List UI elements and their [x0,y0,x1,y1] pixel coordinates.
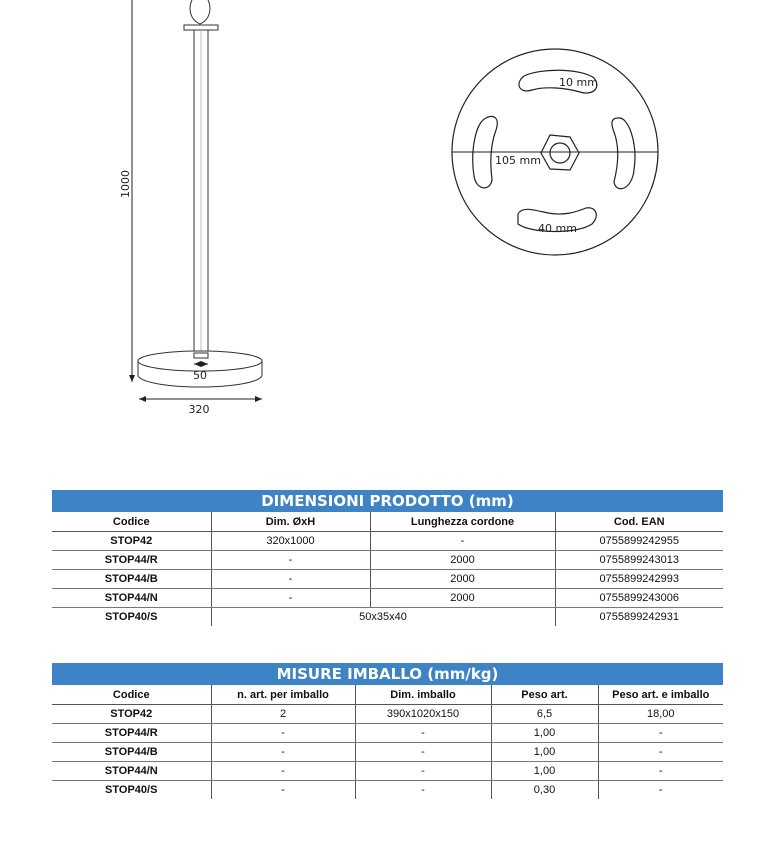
table-cell: STOP44/N [52,762,211,781]
table-row [52,532,723,551]
table-cell: 0755899242955 [555,532,723,551]
height-dimension [119,0,132,382]
table-cell: STOP42 [52,705,211,724]
table-row [52,551,723,570]
table-cell: - [598,743,723,762]
table-cell: - [211,762,355,781]
table-cell: - [355,781,491,800]
table-cell: - [211,570,370,589]
table-row [52,724,723,743]
table-cell: 18,00 [598,705,723,724]
table-cell: STOP42 [52,532,211,551]
table-cell: 390x1020x150 [355,705,491,724]
table-row [52,762,723,781]
table-cell: 0755899242931 [555,608,723,627]
table-row [52,705,723,724]
table-cell: - [370,532,555,551]
table-cell: 0755899242993 [555,570,723,589]
table-cell: STOP44/B [52,743,211,762]
table-cell: 320x1000 [211,532,370,551]
table-cell: - [598,781,723,800]
table-cell: STOP44/R [52,551,211,570]
table-row [52,589,723,608]
center-label: 105 mm [495,154,541,167]
table-cell: STOP40/S [105,784,158,796]
table-cell: - [211,781,355,800]
table-cell: 1,00 [491,762,598,781]
table-row [52,570,723,589]
table-cell: - [355,724,491,743]
table-cell: 0755899243013 [555,551,723,570]
table-cell: STOP44/N [52,589,211,608]
table-row [52,743,723,762]
table-cell: 0,30 [491,781,598,800]
table1-header-row [52,512,723,532]
table-cell: - [211,551,370,570]
table1-col-ean: Cod. EAN [555,512,723,532]
table-cell: 6,5 [491,705,598,724]
table1-col-code: Codice [52,512,211,532]
table-cell: 2000 [370,589,555,608]
table-cell: 2 [211,705,355,724]
packaging-table [52,663,723,799]
post-side-view [138,0,262,387]
table2-title: MISURE IMBALLO (mm/kg) [52,663,723,685]
table1-title: DIMENSIONI PRODOTTO (mm) [52,490,723,512]
table-cell: - [598,762,723,781]
table-cell: - [598,724,723,743]
table-cell: 50x35x40 [211,608,555,627]
product-dimensions-table [52,490,723,626]
table2-header-row [52,685,723,705]
table2-col-pack-dim: Dim. imballo [355,685,491,705]
table1-col-cord-length: Lunghezza cordone [370,512,555,532]
pole-foot [194,353,208,358]
table-cell: - [211,589,370,608]
table2-col-qty: n. art. per imballo [211,685,355,705]
table-cell: 1,00 [491,743,598,762]
table-cell: STOP40/S [105,611,158,623]
center-hole [550,143,570,163]
table-cell: - [355,762,491,781]
table-cell: - [355,743,491,762]
table2-col-gross-weight: Peso art. e imballo [598,685,723,705]
table-cell: - [211,743,355,762]
post-top-knob [190,0,210,24]
table-cell: STOP44/B [52,570,211,589]
table-row [52,608,723,627]
slot-width-label: 10 mm [559,76,598,89]
slot-length-label: 40 mm [538,222,577,235]
table-cell: STOP44/R [52,724,211,743]
table1-col-dim: Dim. ØxH [211,512,370,532]
table2-col-code: Codice [52,685,211,705]
post-collar [184,25,218,30]
table-cell: 2000 [370,551,555,570]
base-diameter-label: 320 [188,403,210,416]
pole-diameter-label: 50 [193,369,207,382]
table-cell: 1,00 [491,724,598,743]
base-diameter-dimension [139,399,262,416]
table2-col-weight: Peso art. [491,685,598,705]
table-cell: 0755899243006 [555,589,723,608]
table-row [52,781,723,800]
right-slot [612,118,635,189]
height-label: 1000 [119,170,132,198]
table-cell: 2000 [370,570,555,589]
table-cell: - [211,724,355,743]
